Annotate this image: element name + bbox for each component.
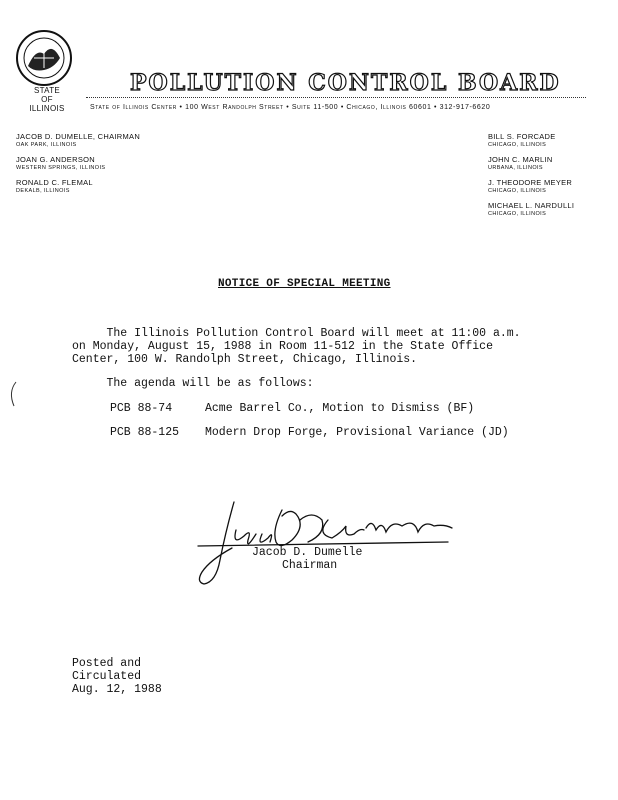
title-rule [86,97,586,98]
agenda-intro: The agenda will be as follows: [72,377,314,390]
notice-body-line-3: Center, 100 W. Randolph Street, Chicago, Illinois. [72,353,418,366]
member-left-1: JACOB D. DUMELLE, CHAIRMAN OAK PARK, ILLINOIS [16,132,141,148]
scan-mark-icon [4,380,24,410]
board-title: POLLUTION CONTROL BOARD [130,70,561,96]
notice-body-line-2: on Monday, August 15, 1988 in Room 11-512 in the State Office [72,340,493,353]
posted-line-2: Circulated [72,670,142,683]
state-of-illinois-label: STATE OF ILLINOIS [29,86,65,113]
member-left-2: JOAN G. ANDERSON WESTERN SPRINGS, ILLINOIS [16,155,106,171]
handwritten-signature [196,490,456,590]
notice-heading: NOTICE OF SPECIAL MEETING [218,278,391,290]
board-address: State of Illinois Center • 100 West Randolph Street • Suite 11-500 • Chicago, Illinois 60601 • 312-917-6620 [90,104,491,111]
member-left-3: RONALD C. FLEMAL DEKALB, ILLINOIS [16,178,93,194]
member-right-3: J. THEODORE MEYER CHICAGO, ILLINOIS [488,178,573,194]
agenda-item-1-case: PCB 88-74 [110,402,173,415]
signatory-name: Jacob D. Dumelle [252,546,363,559]
state-seal-icon [14,28,74,88]
notice-body-line-1: The Illinois Pollution Control Board will meet at 11:00 a.m. [72,327,521,340]
signatory-title: Chairman [282,559,338,572]
agenda-item-2-description: Modern Drop Forge, Provisional Variance (JD) [205,426,509,439]
posted-line-1: Posted and [72,657,142,670]
member-right-4: MICHAEL L. NARDULLI CHICAGO, ILLINOIS [488,201,575,217]
member-right-1: BILL S. FORCADE CHICAGO, ILLINOIS [488,132,556,148]
posted-line-3: Aug. 12, 1988 [72,683,162,696]
member-right-2: JOHN C. MARLIN URBANA, ILLINOIS [488,155,553,171]
agenda-item-2-case: PCB 88-125 [110,426,180,439]
agenda-item-1-description: Acme Barrel Co., Motion to Dismiss (BF) [205,402,475,415]
